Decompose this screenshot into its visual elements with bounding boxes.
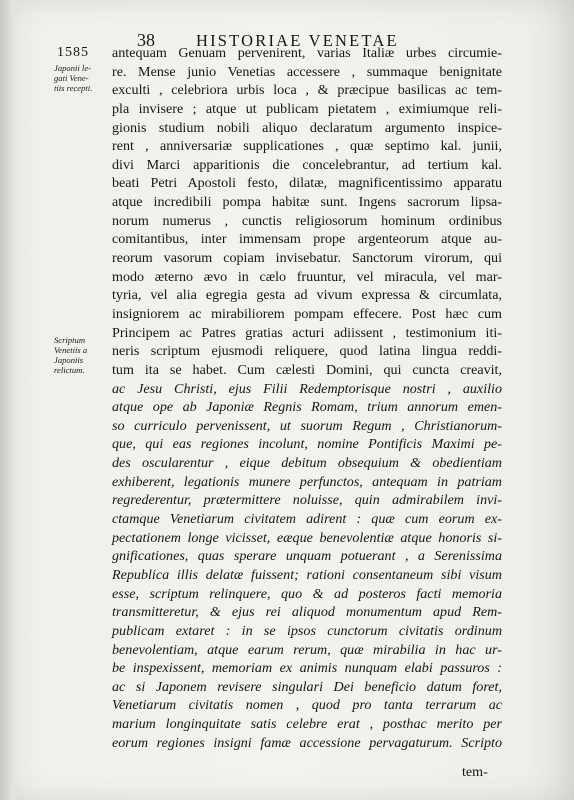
text-line-italic: Republica illis delatæ fuissent; rationi consentaneum sibi visum xyxy=(112,566,502,583)
text-line: rent , anniversariæ supplicationes , quæ septimo kal. junii, xyxy=(112,138,502,155)
text-line-italic: gnificationes, quas sperare unquam potuerant , a Serenissima xyxy=(112,548,502,565)
text-line: neris scriptum ejusmodi reliquere, quod latina lingua reddi- xyxy=(112,343,502,360)
text-line: gionis studium nobili aliquo declaratum argumento inspice- xyxy=(112,119,502,136)
text-line: modo æterno ævo in cælo fruuntur, vel miracula, vel mar- xyxy=(112,268,502,285)
text-line: re. Mense junio Venetias accessere , summaque benignitate xyxy=(112,63,502,80)
margin-note-line: gati Vene- xyxy=(54,73,89,83)
text-line-italic: esse, scriptum relinquere, quo & ad posteros facti memoria xyxy=(112,585,502,602)
catchword: tem- xyxy=(462,764,488,780)
text-line-italic: exhiberent, legationis munere perfunctos, antequam in patriam xyxy=(112,473,502,490)
text-line-italic: so curriculo pervenissent, ut suorum Regum , Christianorum- xyxy=(112,417,502,434)
margin-note-line: Scriptum xyxy=(54,335,86,345)
margin-note-legates xyxy=(54,63,112,93)
margin-note-line: Venetiis a xyxy=(54,345,88,355)
margin-year: 1585 xyxy=(57,45,89,60)
text-line: tum ita se habet. Cum cælesti Domini, qui cuncta creavit, xyxy=(112,361,502,378)
text-line: norum numerus , cunctis religiosorum hominum ordinibus xyxy=(112,212,502,229)
text-line-italic: ctamque Venetiarum civitatem adirent : quæ cum eorum ex- xyxy=(112,511,502,528)
text-line-italic: transmitteretur, & ejus rei aliquod monumentum apud Rem- xyxy=(112,604,502,621)
text-line: tyria, vel alia egregia gesta ad vivum expressa & circumlata, xyxy=(112,287,502,304)
text-line-italic: ac Jesu Christi, ejus Filii Redemptorisque nostri , auxilio xyxy=(112,380,502,397)
text-line: divi Marci apparitionis die concelebrantur, ad tertium kal. xyxy=(112,156,502,173)
text-line-italic: marium longinquitate satis celebre erat , posthac merito per xyxy=(112,716,502,733)
text-line-italic: ac si Japonem revisere singulari Dei beneficio datum foret, xyxy=(112,678,502,695)
text-line: Principem ac Patres gratias acturi adiissent , testimonium iti- xyxy=(112,324,502,341)
margin-note-line: relictum. xyxy=(54,365,85,375)
text-line-italic: eorum regiones insigni famæ accessione pervagaturum. Scripto xyxy=(112,734,502,751)
text-line: comitantibus, inter immensam prope argenteorum atque au- xyxy=(112,231,502,248)
text-line-italic: pectationem longe vicisset, eæque benevolentiæ atque honoris si- xyxy=(112,529,502,546)
page-number: 38 xyxy=(137,30,155,50)
text-line-italic: atque ope ab Japoniæ Regnis Romam, trium annorum emen- xyxy=(112,399,502,416)
margin-note-scriptum xyxy=(54,335,112,375)
text-line-italic: benevolentiam, atque earum rerum, quæ mirabilia in hac ur- xyxy=(112,641,502,658)
text-line: pla invisere ; atque ut publicam pietatem , eximiumque reli- xyxy=(112,100,502,117)
body-text xyxy=(112,44,502,752)
margin-note-line: Japoniis xyxy=(54,355,84,365)
text-line-italic: be inspexissent, memoriam ex animis nunquam elabi passuros : xyxy=(112,660,502,677)
text-line: beati Petri Apostoli festo, dilatæ, magnificentissimo apparatu xyxy=(112,175,502,192)
margin-note-line: tiis recepti. xyxy=(54,83,93,93)
text-line-italic: regrederentur, prætermittere noluisse, quin admirabilem invi- xyxy=(112,492,502,509)
text-line: atque incredibili pompa habitæ sunt. Ingens sacrorum lipsa- xyxy=(112,194,502,211)
text-line: antequam Genuam pervenirent, varias Italiæ urbes circumie- xyxy=(112,45,502,61)
text-line: insigniorem ac mirabiliorem pompam effecere. Post hæc cum xyxy=(112,305,502,322)
text-line-italic: Venetiarum civitatis nomen , quod pro tanta terrarum ac xyxy=(112,697,502,714)
text-line-italic: que, qui eas regiones incolunt, nomine Pontificis Maximi pe- xyxy=(112,436,502,453)
text-line-italic: publicam extaret : in se ipsos cunctorum civitatis ordinum xyxy=(112,622,502,639)
text-line: reorum vasorum copiam invisebatur. Sanctorum virorum, qui xyxy=(112,250,502,267)
text-line: exculti , celebriora urbis loca , & præcipue basilicas ac tem- xyxy=(112,82,502,99)
text-line-italic: des oscularentur , eique debitum obsequium & obedientiam xyxy=(112,455,502,472)
page-gutter xyxy=(0,0,14,800)
running-title: HISTORIAE VENETAE xyxy=(196,31,399,50)
margin-note-line: Japonii le- xyxy=(54,63,91,73)
